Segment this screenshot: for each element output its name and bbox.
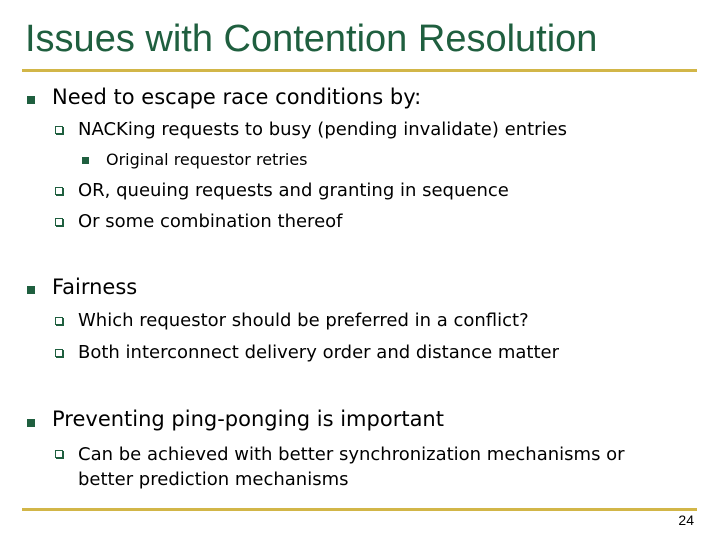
square-bullet-icon: [82, 157, 89, 164]
sub-bullet-nacking: NACKing requests to busy (pending invalidate) entries: [78, 119, 568, 140]
hollow-square-bullet-icon: [55, 450, 63, 458]
footer-divider: [22, 508, 697, 511]
hollow-square-bullet-icon: [55, 126, 63, 134]
hollow-square-bullet-icon: [55, 317, 63, 325]
sub-bullet-combination: Or some combination thereof: [78, 211, 343, 232]
square-bullet-icon: [27, 96, 35, 104]
sub-bullet-delivery-order: Both interconnect delivery order and distance matter: [78, 342, 560, 363]
hollow-square-bullet-icon: [55, 349, 63, 357]
bullet-ping-ponging: Preventing ping-ponging is important: [52, 407, 444, 431]
slide-title: Issues with Contention Resolution: [25, 18, 598, 60]
title-divider: [22, 69, 697, 72]
bullet-fairness: Fairness: [52, 275, 138, 299]
square-bullet-icon: [27, 419, 35, 427]
page-number: 24: [678, 512, 694, 528]
hollow-square-bullet-icon: [55, 218, 63, 226]
sub-bullet-preferred-requestor: Which requestor should be preferred in a conflict?: [78, 310, 529, 331]
sub-sub-bullet-retries: Original requestor retries: [106, 150, 308, 169]
sub-bullet-better-mechanisms: Can be achieved with better synchronization mechanisms or better prediction mechanisms: [78, 444, 625, 490]
square-bullet-icon: [27, 286, 35, 294]
hollow-square-bullet-icon: [55, 187, 63, 195]
sub-bullet-queuing: OR, queuing requests and granting in sequence: [78, 180, 509, 201]
bullet-escape-race: Need to escape race conditions by:: [52, 85, 422, 109]
